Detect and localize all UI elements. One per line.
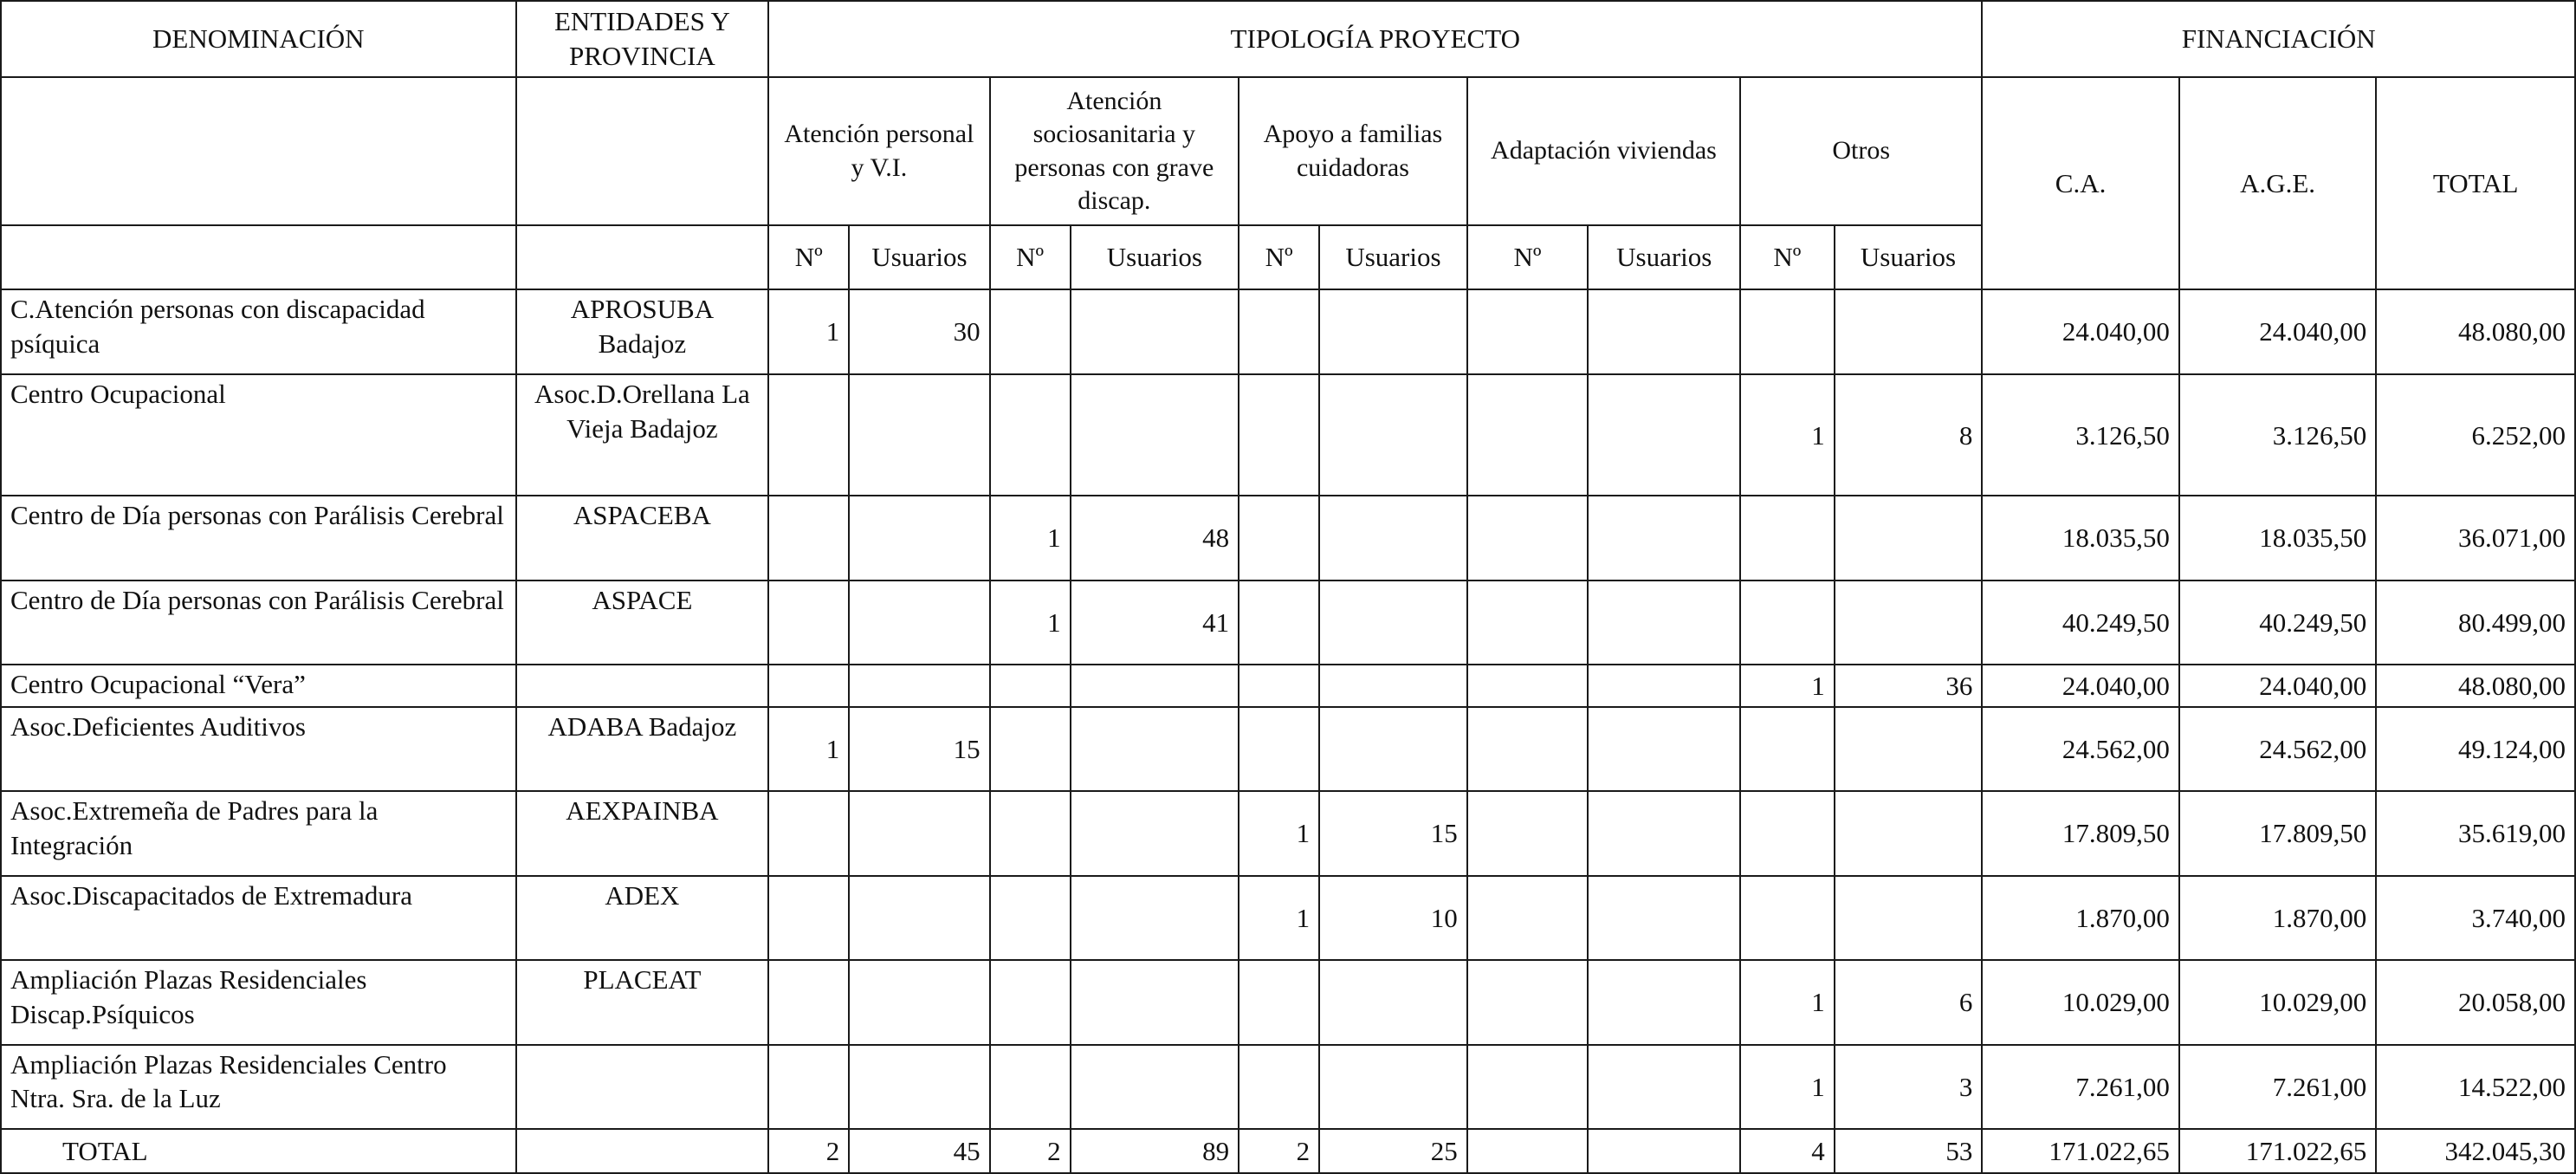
header-n: Nº	[1467, 225, 1589, 289]
cell-count: 1	[990, 496, 1071, 580]
cell-age: 1.870,00	[2179, 876, 2376, 960]
cell-count	[1071, 289, 1239, 374]
cell-count	[1239, 289, 1319, 374]
cell-count	[1467, 960, 1589, 1044]
cell-entidad: PLACEAT	[516, 960, 769, 1044]
cell-count: 1	[1740, 960, 1835, 1044]
cell-denominacion: C.Atención personas con discapacidad psíquica	[1, 289, 516, 374]
header-blank-ent-2	[516, 225, 769, 289]
cell-count	[1835, 289, 1983, 374]
cell-entidad	[516, 1129, 769, 1173]
cell-count	[990, 707, 1071, 791]
cell-count	[1588, 581, 1740, 665]
cell-count: 6	[1835, 960, 1983, 1044]
cell-count	[849, 496, 989, 580]
table-row	[1, 960, 2575, 1044]
cell-total: 48.080,00	[2376, 665, 2575, 707]
cell-count	[990, 791, 1071, 875]
cell-count: 1	[1740, 665, 1835, 707]
cell-ca: 10.029,00	[1982, 960, 2178, 1044]
cell-count	[1319, 581, 1467, 665]
cell-count: 15	[849, 707, 989, 791]
cell-count	[1467, 876, 1589, 960]
cell-count: 8	[1835, 374, 1983, 496]
cell-denominacion: Asoc.Deficientes Auditivos	[1, 707, 516, 791]
cell-denominacion: Ampliación Plazas Residenciales Centro Ntra. Sra. de la Luz	[1, 1045, 516, 1129]
cell-count	[990, 1045, 1071, 1129]
cell-denominacion: Centro de Día personas con Parálisis Cerebral	[1, 581, 516, 665]
table-row	[1, 581, 2575, 665]
cell-total: 20.058,00	[2376, 960, 2575, 1044]
cell-count	[1319, 289, 1467, 374]
cell-count: 89	[1071, 1129, 1239, 1173]
cell-count	[1071, 876, 1239, 960]
cell-count: 36	[1835, 665, 1983, 707]
cell-count: 1	[1740, 374, 1835, 496]
cell-total: 6.252,00	[2376, 374, 2575, 496]
cell-age: 18.035,50	[2179, 496, 2376, 580]
cell-denominacion: Centro de Día personas con Parálisis Cerebral	[1, 496, 516, 580]
cell-total: 49.124,00	[2376, 707, 2575, 791]
cell-entidad: ASPACE	[516, 581, 769, 665]
cell-count: 2	[990, 1129, 1071, 1173]
cell-count	[1740, 791, 1835, 875]
table-row	[1, 496, 2575, 580]
cell-count: 1	[990, 581, 1071, 665]
cell-count: 1	[768, 289, 849, 374]
header-total: TOTAL	[2376, 77, 2575, 289]
table-body	[1, 289, 2575, 1173]
cell-total: 35.619,00	[2376, 791, 2575, 875]
header-ca: C.A.	[1982, 77, 2178, 289]
cell-entidad: ADABA Badajoz	[516, 707, 769, 791]
cell-count	[1319, 707, 1467, 791]
cell-count	[1467, 791, 1589, 875]
cell-count	[1071, 665, 1239, 707]
cell-count	[768, 665, 849, 707]
cell-ca: 18.035,50	[1982, 496, 2178, 580]
cell-count	[849, 876, 989, 960]
cell-count: 45	[849, 1129, 989, 1173]
cell-count	[1835, 707, 1983, 791]
cell-count	[1588, 707, 1740, 791]
cell-entidad	[516, 1045, 769, 1129]
cell-count	[768, 581, 849, 665]
group-otros: Otros	[1740, 77, 1982, 225]
cell-count: 10	[1319, 876, 1467, 960]
cell-count	[1239, 581, 1319, 665]
cell-entidad: APROSUBA Badajoz	[516, 289, 769, 374]
cell-count	[1740, 581, 1835, 665]
cell-count	[768, 496, 849, 580]
cell-count	[1588, 1129, 1740, 1173]
cell-count	[990, 374, 1071, 496]
cell-count	[1467, 374, 1589, 496]
header-tipologia: TIPOLOGÍA PROYECTO	[768, 1, 1982, 77]
cell-count	[990, 960, 1071, 1044]
cell-total: 48.080,00	[2376, 289, 2575, 374]
table-row	[1, 707, 2575, 791]
cell-total: 80.499,00	[2376, 581, 2575, 665]
cell-count	[849, 581, 989, 665]
cell-count	[1588, 960, 1740, 1044]
cell-count	[1588, 1045, 1740, 1129]
cell-count	[1319, 665, 1467, 707]
cell-count: 3	[1835, 1045, 1983, 1129]
cell-count	[1467, 1045, 1589, 1129]
header-denominacion: DENOMINACIÓN	[1, 1, 516, 77]
cell-age: 171.022,65	[2179, 1129, 2376, 1173]
cell-ca: 24.040,00	[1982, 289, 2178, 374]
cell-count: 41	[1071, 581, 1239, 665]
cell-count	[849, 1045, 989, 1129]
cell-count: 1	[768, 707, 849, 791]
cell-total: 342.045,30	[2376, 1129, 2575, 1173]
table-row	[1, 1045, 2575, 1129]
cell-count	[990, 876, 1071, 960]
cell-ca: 3.126,50	[1982, 374, 2178, 496]
group-adaptacion-viviendas: Adaptación viviendas	[1467, 77, 1740, 225]
cell-count	[990, 289, 1071, 374]
cell-count	[768, 1045, 849, 1129]
cell-count	[1239, 665, 1319, 707]
cell-count	[1588, 496, 1740, 580]
header-n: Nº	[1239, 225, 1319, 289]
header-n: Nº	[768, 225, 849, 289]
cell-count	[768, 791, 849, 875]
cell-count	[1740, 496, 1835, 580]
cell-count	[990, 665, 1071, 707]
cell-age: 24.040,00	[2179, 665, 2376, 707]
cell-count	[1740, 289, 1835, 374]
total-row	[1, 1129, 2575, 1173]
cell-count	[1319, 960, 1467, 1044]
cell-count: 1	[1239, 791, 1319, 875]
cell-age: 24.562,00	[2179, 707, 2376, 791]
cell-total: 3.740,00	[2376, 876, 2575, 960]
cell-count	[1467, 1129, 1589, 1173]
cell-count: 2	[768, 1129, 849, 1173]
cell-count	[1239, 960, 1319, 1044]
cell-count	[1071, 374, 1239, 496]
cell-denominacion: TOTAL	[1, 1129, 516, 1173]
cell-count	[849, 374, 989, 496]
cell-ca: 1.870,00	[1982, 876, 2178, 960]
cell-count	[1239, 1045, 1319, 1129]
cell-count	[1835, 496, 1983, 580]
cell-ca: 24.562,00	[1982, 707, 2178, 791]
cell-entidad: Asoc.D.Orellana La Vieja Badajoz	[516, 374, 769, 496]
cell-count	[1319, 374, 1467, 496]
cell-count	[1239, 707, 1319, 791]
header-n: Nº	[990, 225, 1071, 289]
cell-count	[1740, 707, 1835, 791]
group-atencion-sociosanitaria: Atención sociosanitaria y personas con grave discap.	[990, 77, 1239, 225]
header-blank-ent	[516, 77, 769, 225]
header-blank-den-2	[1, 225, 516, 289]
table-row	[1, 791, 2575, 875]
cell-count	[1588, 374, 1740, 496]
header-usuarios: Usuarios	[1071, 225, 1239, 289]
cell-count	[1239, 374, 1319, 496]
header-usuarios: Usuarios	[1588, 225, 1740, 289]
header-usuarios: Usuarios	[1835, 225, 1983, 289]
cell-entidad: AEXPAINBA	[516, 791, 769, 875]
cell-count	[1467, 581, 1589, 665]
cell-total: 36.071,00	[2376, 496, 2575, 580]
cell-count	[1467, 707, 1589, 791]
cell-count: 15	[1319, 791, 1467, 875]
cell-count: 25	[1319, 1129, 1467, 1173]
cell-count	[1071, 791, 1239, 875]
cell-age: 7.261,00	[2179, 1045, 2376, 1129]
cell-count	[1835, 581, 1983, 665]
cell-denominacion: Ampliación Plazas Residenciales Discap.Psíquicos	[1, 960, 516, 1044]
table-row	[1, 374, 2575, 496]
cell-count	[849, 791, 989, 875]
header-financiacion: FINANCIACIÓN	[1982, 1, 2575, 77]
header-entidades: ENTIDADES Y PROVINCIA	[516, 1, 769, 77]
group-apoyo-familias: Apoyo a familias cuidadoras	[1239, 77, 1467, 225]
cell-count	[849, 960, 989, 1044]
cell-entidad: ADEX	[516, 876, 769, 960]
cell-denominacion: Centro Ocupacional “Vera”	[1, 665, 516, 707]
cell-total: 14.522,00	[2376, 1045, 2575, 1129]
cell-entidad: ASPACEBA	[516, 496, 769, 580]
cell-count	[1071, 960, 1239, 1044]
cell-age: 3.126,50	[2179, 374, 2376, 496]
table-row	[1, 876, 2575, 960]
cell-count	[1588, 791, 1740, 875]
cell-count	[1588, 876, 1740, 960]
cell-count: 4	[1740, 1129, 1835, 1173]
cell-count	[849, 665, 989, 707]
table-row	[1, 665, 2575, 707]
cell-count	[1071, 1045, 1239, 1129]
cell-ca: 40.249,50	[1982, 581, 2178, 665]
cell-count	[1588, 665, 1740, 707]
cell-denominacion: Asoc.Discapacitados de Extremadura	[1, 876, 516, 960]
cell-count	[1740, 876, 1835, 960]
cell-ca: 7.261,00	[1982, 1045, 2178, 1129]
header-blank-den	[1, 77, 516, 225]
cell-count	[1319, 496, 1467, 580]
cell-count	[1467, 665, 1589, 707]
cell-ca: 17.809,50	[1982, 791, 2178, 875]
cell-age: 40.249,50	[2179, 581, 2376, 665]
cell-denominacion: Asoc.Extremeña de Padres para la Integración	[1, 791, 516, 875]
cell-entidad	[516, 665, 769, 707]
header-usuarios: Usuarios	[849, 225, 989, 289]
cell-count: 1	[1740, 1045, 1835, 1129]
header-age: A.G.E.	[2179, 77, 2376, 289]
cell-count: 2	[1239, 1129, 1319, 1173]
cell-count	[768, 374, 849, 496]
cell-count: 48	[1071, 496, 1239, 580]
cell-count: 1	[1239, 876, 1319, 960]
cell-count	[1467, 289, 1589, 374]
cell-count	[1467, 496, 1589, 580]
cell-count	[1239, 496, 1319, 580]
cell-count	[1071, 707, 1239, 791]
cell-age: 17.809,50	[2179, 791, 2376, 875]
table-row	[1, 289, 2575, 374]
cell-ca: 24.040,00	[1982, 665, 2178, 707]
cell-count	[1835, 791, 1983, 875]
group-atencion-personal: Atención personal y V.I.	[768, 77, 989, 225]
cell-count	[1319, 1045, 1467, 1129]
cell-count	[768, 960, 849, 1044]
header-n: Nº	[1740, 225, 1835, 289]
cell-count	[768, 876, 849, 960]
cell-count: 30	[849, 289, 989, 374]
cell-denominacion: Centro Ocupacional	[1, 374, 516, 496]
cell-count	[1835, 876, 1983, 960]
cell-count	[1588, 289, 1740, 374]
cell-ca: 171.022,65	[1982, 1129, 2178, 1173]
cell-count: 53	[1835, 1129, 1983, 1173]
cell-age: 10.029,00	[2179, 960, 2376, 1044]
cell-age: 24.040,00	[2179, 289, 2376, 374]
header-usuarios: Usuarios	[1319, 225, 1467, 289]
